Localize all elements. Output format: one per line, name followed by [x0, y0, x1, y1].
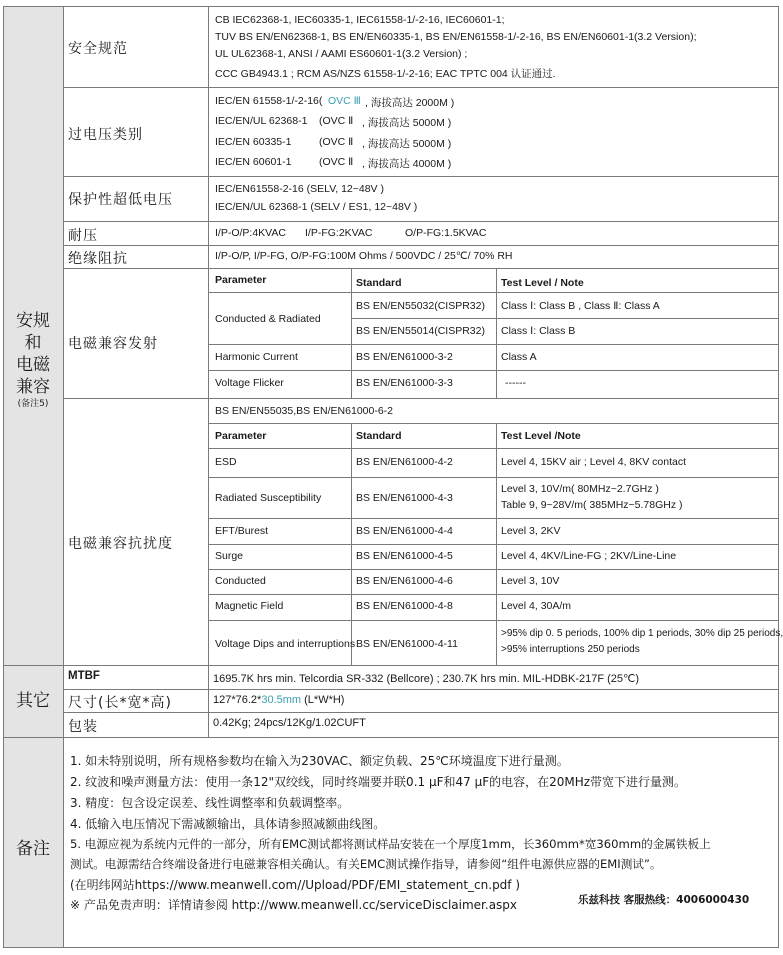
- emission-note: Class Ⅰ: Class B: [501, 325, 576, 337]
- immunity-note: Level 3, 10V/m( 80MHz~2.7GHz ): [501, 483, 659, 495]
- emission-header-note: Test Level / Note: [501, 277, 584, 289]
- emission-std: BS EN/EN55032(CISPR32): [356, 300, 485, 312]
- immunity-note: Level 3, 2KV: [501, 525, 561, 537]
- immunity-note: >95% interruptions 250 periods: [501, 644, 640, 655]
- emission-param: Conducted & Radiated: [215, 313, 321, 325]
- selv-line: IEC/EN/UL 62368-1 (SELV / ES1, 12~48V ): [215, 201, 418, 213]
- label-withstand: 耐压: [68, 228, 98, 244]
- immunity-std: BS EN/EN61000-4-4: [356, 525, 453, 537]
- immunity-note: Level 4, 4KV/Line-FG ; 2KV/Line-Line: [501, 550, 677, 562]
- note-item: 3. 精度：包含设定误差、线性调整率和负载调整率。: [70, 796, 350, 810]
- label-overvoltage: 过电压类别: [68, 127, 143, 143]
- withstand-value: I/P-FG:2KVAC: [305, 227, 373, 239]
- emission-std: BS EN/EN61000-3-3: [356, 377, 453, 389]
- emission-header-standard: Standard: [356, 277, 402, 289]
- emission-note: Class Ⅰ: Class B , Class Ⅱ: Class A: [501, 300, 660, 312]
- ovc-value: OVC Ⅲ: [328, 95, 361, 107]
- immunity-std: BS EN/EN61000-4-8: [356, 600, 453, 612]
- emission-std: BS EN/EN61000-3-2: [356, 351, 453, 363]
- immunity-param: Conducted: [215, 575, 266, 587]
- immunity-std: BS EN/EN61000-4-3: [356, 492, 453, 504]
- immunity-header-note: Test Level /Note: [501, 430, 581, 442]
- emission-param: Voltage Flicker: [215, 377, 284, 389]
- immunity-std: BS EN/EN61000-4-6: [356, 575, 453, 587]
- immunity-param: Voltage Dips and interruptions: [215, 638, 356, 650]
- emission-std: BS EN/EN55014(CISPR32): [356, 325, 485, 337]
- label-emc-emission: 电磁兼容发射: [68, 336, 158, 352]
- note-item: 2. 纹波和噪声测量方法：使用一条12"双绞线，同时终端要并联0.1 μF和47 μF的电容，在20MHz带宽下进行量测。: [70, 775, 687, 789]
- note-item: 4. 低输入电压情况下需减额输出，具体请参照减额曲线图。: [70, 817, 386, 831]
- label-mtbf: MTBF: [68, 670, 100, 682]
- safety-line: UL UL62368-1, ANSI / AAMI ES60601-1(3.2 Version) ;: [215, 48, 468, 60]
- immunity-note: Level 4, 15KV air ; Level 4, 8KV contact: [501, 456, 687, 468]
- label-dimension: 尺寸(长*宽*高): [68, 695, 172, 711]
- immunity-std: BS EN/EN61000-4-2: [356, 456, 453, 468]
- category-notes: 备注: [16, 839, 50, 859]
- isolation-value: I/P-O/P, I/P-FG, O/P-FG:100M Ohms / 500VDC / 25℃/ 70% RH: [215, 250, 513, 262]
- immunity-note: Level 4, 30A/m: [501, 600, 572, 612]
- emission-param: Harmonic Current: [215, 351, 298, 363]
- dimension-value: 127*76.2*30.5mm (L*W*H): [213, 694, 345, 706]
- immunity-std: BS EN/EN61000-4-11: [356, 638, 458, 650]
- category-others: 其它: [16, 691, 50, 711]
- label-emc-immunity: 电磁兼容抗扰度: [68, 536, 173, 552]
- hotline-watermark: 乐兹科技 客服热线：4006000430: [578, 894, 750, 906]
- mtbf-value: 1695.7K hrs min. Telcordia SR-332 (Bellcore) ; 230.7K hrs min. MIL-HDBK-217F (25℃): [213, 673, 640, 685]
- selv-line: IEC/EN61558-2-16 (SELV, 12~48V ): [215, 183, 384, 195]
- note-disclaimer: ※ 产品免责声明：详情请参阅 http://www.meanwell.cc/serviceDisclaimer.aspx: [70, 898, 518, 912]
- immunity-param: ESD: [215, 456, 237, 468]
- immunity-param: EFT/Burest: [215, 525, 269, 537]
- immunity-param: Surge: [215, 550, 244, 562]
- immunity-note: Table 9, 9~28V/m( 385MHz~5.78GHz ): [501, 499, 683, 511]
- safety-line: CB IEC62368-1, IEC60335-1, IEC61558-1/-2-16, IEC60601-1;: [215, 14, 505, 26]
- immunity-std: BS EN/EN61000-4-5: [356, 550, 453, 562]
- emission-note: Class A: [501, 351, 537, 363]
- label-packing: 包装: [68, 719, 98, 735]
- emission-note: ------: [505, 377, 526, 389]
- withstand-value: I/P-O/P:4KVAC: [215, 227, 286, 239]
- packing-value: 0.42Kg; 24pcs/12Kg/1.02CUFT: [213, 717, 366, 729]
- label-safety-standards: 安全规范: [68, 41, 128, 57]
- safety-line: TUV BS EN/EN62368-1, BS EN/EN60335-1, BS EN/EN61558-1/-2-16, BS EN/EN60601-1(3.2 Version);: [215, 31, 697, 43]
- safety-line: CCC GB4943.1 ; RCM AS/NZS 61558-1/-2-16; EAC TPTC 004 认证通过.: [215, 68, 556, 80]
- note-item: 1. 如未特别说明，所有规格参数均在输入为230VAC、额定负载、25℃环境温度下进行量测。: [70, 754, 569, 768]
- category-safety-emc: 安规 和 电磁 兼容 (备注5): [16, 311, 50, 409]
- immunity-param: Magnetic Field: [215, 600, 284, 612]
- immunity-header-standard: Standard: [356, 430, 402, 442]
- label-selv: 保护性超低电压: [68, 192, 173, 208]
- withstand-value: O/P-FG:1.5KVAC: [405, 227, 487, 239]
- immunity-header-parameter: Parameter: [215, 430, 267, 442]
- immunity-note: Level 3, 10V: [501, 575, 560, 587]
- immunity-note: >95% dip 0. 5 periods, 100% dip 1 periods, 30% dip 25 periods,: [501, 628, 783, 639]
- immunity-standards: BS EN/EN55035,BS EN/EN61000-6-2: [215, 405, 394, 417]
- note-item: 测试。电源需结合终端设备进行电磁兼容相关确认。有关EMC测试操作指导，请参阅“组件电源供应器的EMI测试”。: [70, 857, 662, 871]
- immunity-param: Radiated Susceptibility: [215, 492, 322, 504]
- emission-header-parameter: Parameter: [215, 274, 267, 286]
- note-item: 5. 电源应视为系统内元件的一部分，所有EMC测试都将测试样品安装在一个厚度1mm，长360mm*宽360mm的金属铁板上: [70, 837, 711, 851]
- label-isolation: 绝缘阻抗: [68, 251, 128, 267]
- note-item: (在明纬网站https://www.meanwell.com//Upload/PDF/EMI_statement_cn.pdf ): [70, 878, 521, 892]
